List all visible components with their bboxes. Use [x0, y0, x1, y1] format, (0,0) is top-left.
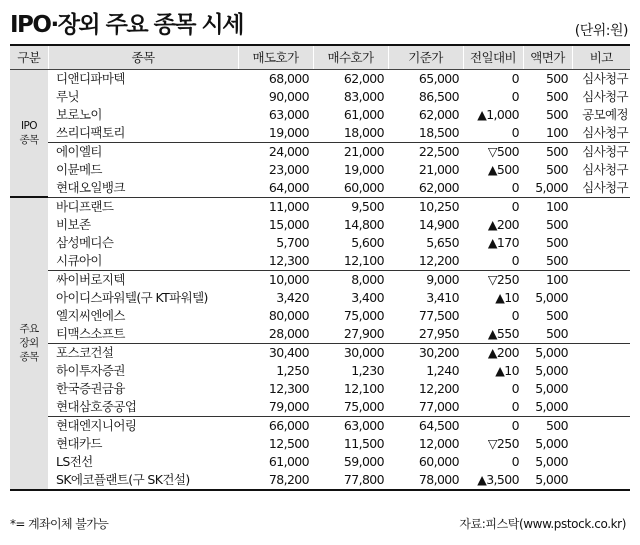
face-value-cell: 100 [523, 197, 572, 216]
category-label-line: IPO [21, 119, 37, 132]
base-price-cell: 78,000 [388, 471, 463, 490]
ask-price-cell: 64,000 [268, 179, 309, 195]
base-price-cell: 9,000 [388, 270, 463, 289]
note-cell [572, 252, 630, 271]
note-cell [572, 197, 630, 216]
table-row [10, 106, 630, 124]
bid-price-cell: 60,000 [343, 179, 384, 195]
bid-price-cell: 77,800 [313, 471, 388, 490]
note-cell [572, 343, 630, 362]
ask-price-cell: 5,700 [276, 234, 309, 250]
base-price-cell: 30,200 [388, 343, 463, 362]
bid-price-cell: 11,500 [343, 435, 384, 451]
source-credit: 자료:피스탁(www.pstock.co.kr) [459, 517, 626, 531]
face-value-cell: 500 [523, 416, 572, 435]
note-cell: 심사청구 [582, 124, 628, 140]
table-row [10, 471, 630, 490]
ask-price-cell: 23,000 [268, 161, 309, 177]
day-change-cell: ▲3,500 [463, 471, 523, 490]
face-value-cell: 5,000 [535, 362, 568, 378]
table-row [10, 453, 630, 471]
base-price-cell: 18,500 [418, 124, 459, 140]
note-cell: 심사청구 [582, 88, 628, 104]
note-cell [572, 325, 630, 344]
day-change-cell: 0 [511, 398, 519, 414]
note-cell: 심사청구 [572, 142, 630, 161]
ask-price-cell: 61,000 [268, 453, 309, 469]
bid-price-cell: 12,100 [343, 380, 384, 396]
stock-name-cell: 이뮨메드 [56, 161, 102, 177]
category-label-line: 장외 [19, 337, 39, 350]
day-change-cell: ▽250 [487, 435, 519, 451]
note-cell [572, 216, 630, 234]
day-change-cell: 0 [511, 70, 519, 86]
stock-name-cell: 바디프랜드 [48, 197, 238, 216]
table-row [10, 69, 630, 88]
stock-name-cell: 루닛 [56, 88, 79, 104]
base-price-cell: 21,000 [418, 161, 459, 177]
face-value-cell: 5,000 [535, 179, 568, 195]
ask-price-cell: 78,200 [238, 471, 313, 490]
base-price-cell: 10,250 [388, 197, 463, 216]
note-cell [572, 270, 630, 289]
stock-name-cell: LS전선 [56, 453, 93, 469]
bid-price-cell: 3,400 [351, 289, 384, 305]
base-price-cell: 27,950 [418, 325, 459, 341]
day-change-cell: ▽250 [463, 270, 523, 289]
ask-price-cell: 11,000 [238, 197, 313, 216]
bid-price-cell: 59,000 [343, 453, 384, 469]
ask-price-cell: 79,000 [268, 398, 309, 414]
stock-name-cell: SK에코플랜트(구 SK건설) [48, 471, 238, 490]
base-price-cell: 14,900 [418, 216, 459, 232]
base-price-cell: 1,240 [426, 362, 459, 378]
note-cell: 심사청구 [582, 179, 628, 195]
day-change-cell: 0 [511, 453, 519, 469]
day-change-cell: ▽500 [463, 142, 523, 161]
day-change-cell: 0 [511, 307, 519, 323]
table-row [10, 197, 630, 216]
bid-price-cell: 75,000 [343, 398, 384, 414]
face-value-cell: 5,000 [535, 398, 568, 414]
face-value-cell: 500 [545, 70, 568, 86]
stock-name-cell: 포스코건설 [48, 343, 238, 362]
face-value-cell: 500 [545, 88, 568, 104]
ask-price-cell: 12,500 [268, 435, 309, 451]
ask-price-cell: 90,000 [268, 88, 309, 104]
base-price-cell: 77,500 [418, 307, 459, 323]
day-change-cell: 0 [511, 179, 519, 195]
stock-name-cell: 엘지씨엔에스 [56, 307, 125, 323]
day-change-cell: ▲170 [487, 234, 519, 250]
ask-price-cell: 30,400 [238, 343, 313, 362]
bid-price-cell: 30,000 [313, 343, 388, 362]
day-change-cell: 0 [463, 197, 523, 216]
note-cell [572, 398, 630, 417]
header-ask: 매도호가 [238, 45, 313, 69]
note-cell [572, 234, 630, 252]
base-price-cell: 12,200 [418, 252, 459, 268]
day-change-cell: ▲550 [487, 325, 519, 341]
header-change: 전일대비 [463, 45, 523, 69]
base-price-cell: 62,000 [418, 106, 459, 122]
face-value-cell: 500 [545, 106, 568, 122]
day-change-cell: ▲10 [495, 289, 519, 305]
stock-name-cell: 현대삼호중공업 [56, 398, 137, 414]
bid-price-cell: 1,230 [351, 362, 384, 378]
ask-price-cell: 24,000 [238, 142, 313, 161]
stock-name-cell: 현대카드 [56, 435, 102, 451]
day-change-cell: ▲200 [463, 343, 523, 362]
ask-price-cell: 66,000 [238, 416, 313, 435]
face-value-cell: 500 [545, 216, 568, 232]
category-cell [10, 69, 48, 197]
unit-label: (단위:원) [574, 23, 628, 39]
bid-price-cell: 19,000 [343, 161, 384, 177]
face-value-cell: 500 [545, 325, 568, 341]
note-cell [572, 362, 630, 380]
base-price-cell: 77,000 [418, 398, 459, 414]
day-change-cell: ▲200 [487, 216, 519, 232]
price-table [10, 44, 630, 491]
base-price-cell: 12,000 [418, 435, 459, 451]
day-change-cell: 0 [511, 380, 519, 396]
ask-price-cell: 12,300 [268, 252, 309, 268]
stock-name-cell: 하이투자증권 [56, 362, 125, 378]
note-cell [572, 471, 630, 490]
face-value-cell: 5,000 [523, 343, 572, 362]
face-value-cell: 5,000 [523, 471, 572, 490]
table-row [10, 216, 630, 234]
table-row [10, 416, 630, 435]
ask-price-cell: 28,000 [268, 325, 309, 341]
stock-name-cell: 보로노이 [56, 106, 102, 122]
table-row [10, 362, 630, 380]
bid-price-cell: 8,000 [313, 270, 388, 289]
ask-price-cell: 68,000 [268, 70, 309, 86]
bid-price-cell: 21,000 [313, 142, 388, 161]
footnote: *= 계좌이체 불가능 [10, 517, 109, 531]
table-row [10, 88, 630, 106]
bid-price-cell: 9,500 [313, 197, 388, 216]
table-row [10, 398, 630, 417]
header-face-value: 액면가 [523, 45, 572, 69]
stock-name-cell: 싸이버로지텍 [48, 270, 238, 289]
bid-price-cell: 18,000 [343, 124, 384, 140]
ask-price-cell: 15,000 [268, 216, 309, 232]
note-cell [572, 380, 630, 398]
stock-name-cell: 비보존 [56, 216, 91, 232]
header-category: 구분 [10, 45, 48, 69]
category-label-line: 주요 [19, 323, 39, 336]
table-row [10, 179, 630, 198]
note-cell [572, 453, 630, 471]
base-price-cell: 3,410 [426, 289, 459, 305]
note-cell [572, 307, 630, 325]
stock-name-cell: 현대엔지니어링 [48, 416, 238, 435]
bid-price-cell: 61,000 [343, 106, 384, 122]
face-value-cell: 500 [523, 142, 572, 161]
face-value-cell: 5,000 [535, 435, 568, 451]
day-change-cell: ▲500 [487, 161, 519, 177]
bid-price-cell: 83,000 [343, 88, 384, 104]
stock-name-cell: 현대오일뱅크 [56, 179, 125, 195]
day-change-cell: ▲1,000 [477, 106, 519, 122]
day-change-cell: 0 [511, 252, 519, 268]
table-body [10, 69, 630, 490]
stock-name-cell: 시큐아이 [56, 252, 102, 268]
bid-price-cell: 75,000 [343, 307, 384, 323]
bid-price-cell: 62,000 [343, 70, 384, 86]
ask-price-cell: 1,250 [276, 362, 309, 378]
ask-price-cell: 3,420 [276, 289, 309, 305]
stock-name-cell: 티맥스소프트 [56, 325, 125, 341]
base-price-cell: 64,500 [388, 416, 463, 435]
table-row [10, 289, 630, 307]
day-change-cell: ▲10 [495, 362, 519, 378]
category-label-line: 종목 [19, 351, 39, 364]
header-note: 비고 [572, 45, 630, 69]
category-label-line: 종목 [19, 133, 39, 146]
note-cell: 심사청구 [582, 161, 628, 177]
header-name: 종목 [48, 45, 238, 69]
header-row [10, 45, 630, 69]
table-row [10, 124, 630, 143]
note-cell: 심사청구 [582, 70, 628, 86]
bid-price-cell: 5,600 [351, 234, 384, 250]
note-cell: 공모예정 [582, 106, 628, 122]
table-row [10, 380, 630, 398]
table-row [10, 252, 630, 271]
ask-price-cell: 63,000 [268, 106, 309, 122]
face-value-cell: 100 [523, 270, 572, 289]
face-value-cell: 500 [545, 307, 568, 323]
stock-name-cell: 한국증권금융 [56, 380, 125, 396]
face-value-cell: 5,000 [535, 453, 568, 469]
base-price-cell: 65,000 [418, 70, 459, 86]
table-row [10, 161, 630, 179]
ask-price-cell: 10,000 [238, 270, 313, 289]
stock-name-cell: 디앤디파마텍 [56, 70, 125, 86]
face-value-cell: 5,000 [535, 380, 568, 396]
stock-name-cell: 에이엘티 [48, 142, 238, 161]
face-value-cell: 100 [545, 124, 568, 140]
day-change-cell: 0 [463, 416, 523, 435]
bid-price-cell: 12,100 [343, 252, 384, 268]
ask-price-cell: 80,000 [268, 307, 309, 323]
face-value-cell: 500 [545, 252, 568, 268]
bid-price-cell: 14,800 [343, 216, 384, 232]
face-value-cell: 5,000 [535, 289, 568, 305]
header-base: 기준가 [388, 45, 463, 69]
day-change-cell: 0 [511, 124, 519, 140]
base-price-cell: 86,500 [418, 88, 459, 104]
face-value-cell: 500 [545, 234, 568, 250]
base-price-cell: 22,500 [388, 142, 463, 161]
category-cell [10, 197, 48, 490]
ask-price-cell: 19,000 [268, 124, 309, 140]
header-bid: 매수호가 [313, 45, 388, 69]
note-cell [572, 435, 630, 453]
bid-price-cell: 27,900 [343, 325, 384, 341]
base-price-cell: 12,200 [418, 380, 459, 396]
note-cell [572, 289, 630, 307]
day-change-cell: 0 [511, 88, 519, 104]
table-row [10, 435, 630, 453]
table-row [10, 270, 630, 289]
table-row [10, 343, 630, 362]
stock-name-cell: 쓰리디팩토리 [56, 124, 125, 140]
ask-price-cell: 12,300 [268, 380, 309, 396]
table-row [10, 142, 630, 161]
table-row [10, 234, 630, 252]
note-cell [572, 416, 630, 435]
face-value-cell: 500 [545, 161, 568, 177]
stock-name-cell: 삼성메디슨 [56, 234, 114, 250]
page-title: IPO·장외 주요 종목 시세 [10, 12, 243, 38]
base-price-cell: 60,000 [418, 453, 459, 469]
table-row [10, 307, 630, 325]
stock-name-cell: 아이디스파워텔(구 KT파워텔) [56, 289, 208, 305]
base-price-cell: 5,650 [426, 234, 459, 250]
base-price-cell: 62,000 [418, 179, 459, 195]
bid-price-cell: 63,000 [313, 416, 388, 435]
table-row [10, 325, 630, 344]
